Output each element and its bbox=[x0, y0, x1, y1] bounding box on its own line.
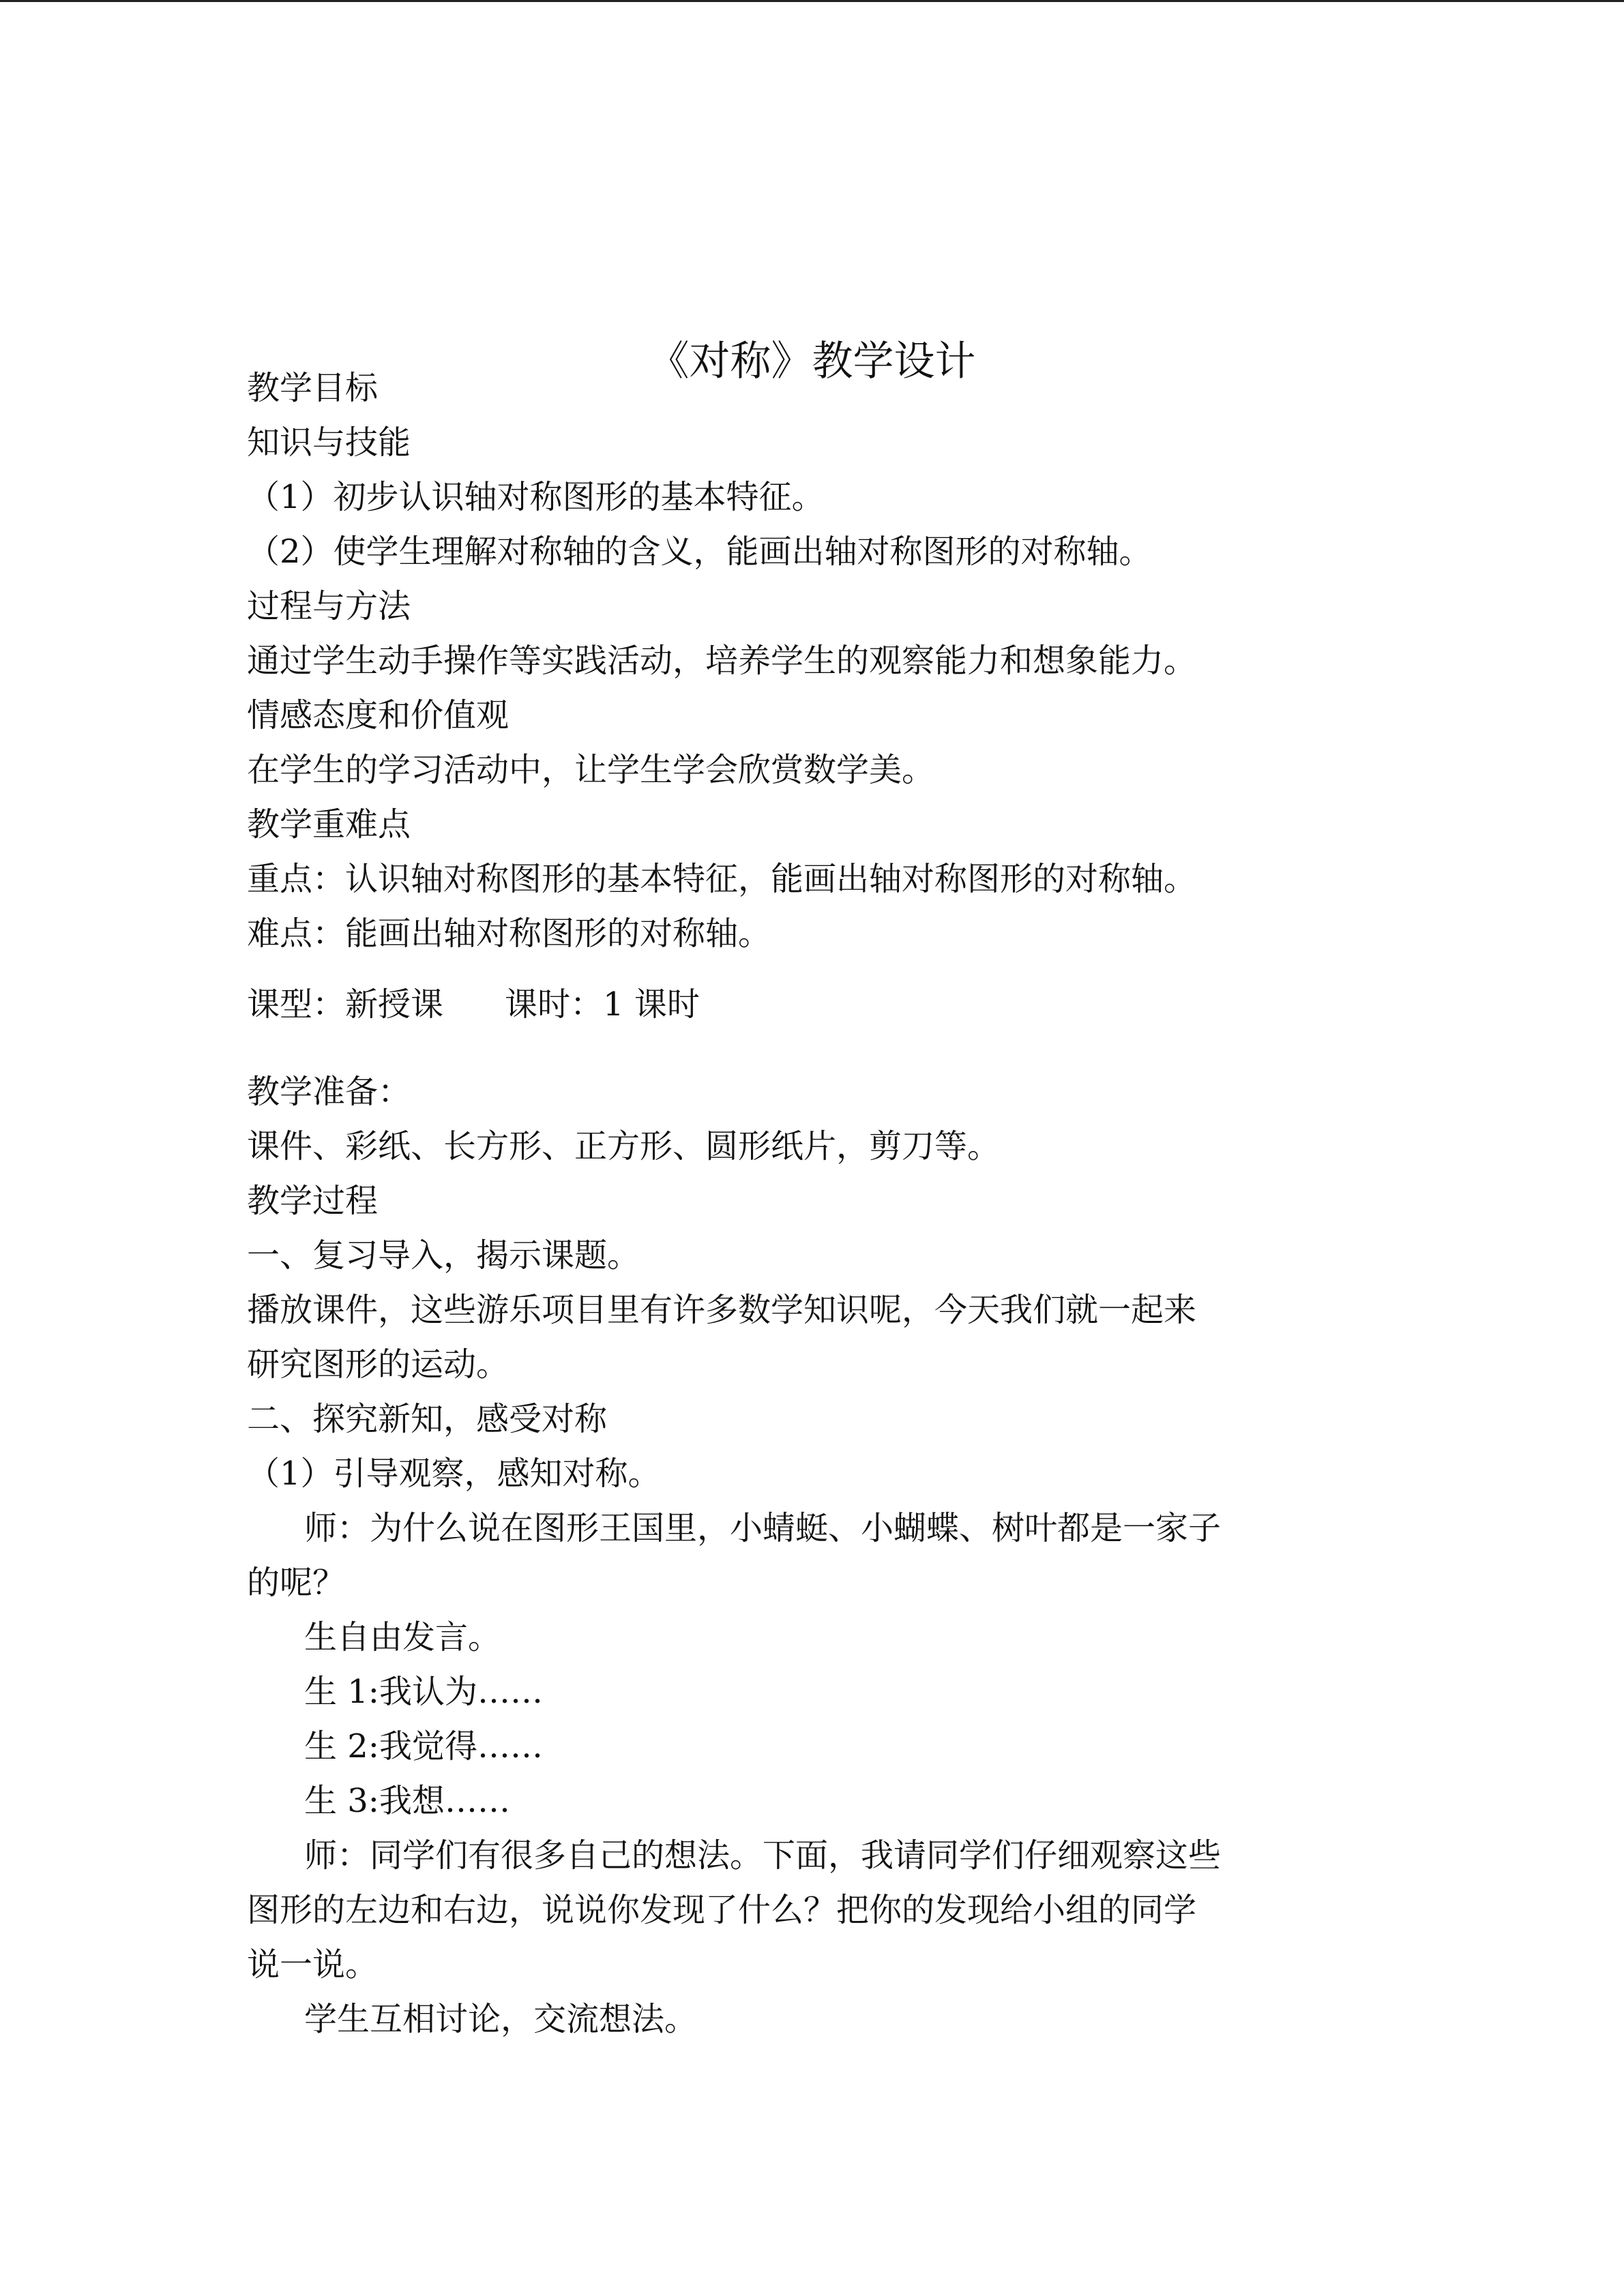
emotion-text: 在学生的学习活动中，让学生学会欣赏数学美。 bbox=[247, 751, 935, 789]
lesson-info bbox=[247, 977, 1420, 1032]
process-heading: 过程与方法 bbox=[247, 587, 411, 625]
lesson-type: 课型：新授课 bbox=[247, 985, 444, 1024]
prep-heading: 教学准备： bbox=[247, 1073, 411, 1111]
step-2-sub-1: （1）引导观察，感知对称。 bbox=[247, 1455, 661, 1493]
goal-1: （1）初步认识轴对称图形的基本特征。 bbox=[247, 478, 825, 516]
teacher-2-line-3: 说一说。 bbox=[247, 1945, 379, 1984]
blank-line bbox=[247, 1032, 1420, 1064]
teacher-question-line-2: 的呢？ bbox=[247, 1564, 346, 1602]
document-body bbox=[247, 361, 1420, 2046]
lesson-hours: 课时：1 课时 bbox=[505, 985, 700, 1024]
prep-text: 课件、彩纸、长方形、正方形、圆形纸片，剪刀等。 bbox=[247, 1127, 1001, 1165]
goal-2: （2）使学生理解对称轴的含义，能画出轴对称图形的对称轴。 bbox=[247, 533, 1152, 571]
page-top-border bbox=[0, 0, 1624, 2]
teacher-question-line-1: 师：为什么说在图形王国里，小蜻蜓、小蝴蝶、树叶都是一家子 bbox=[304, 1509, 1222, 1547]
process-text: 通过学生动手操作等实践活动，培养学生的观察能力和想象能力。 bbox=[247, 642, 1197, 680]
step-1-text-line-2: 研究图形的运动。 bbox=[247, 1345, 510, 1384]
key-point: 重点：认识轴对称图形的基本特征，能画出轴对称图形的对称轴。 bbox=[247, 860, 1197, 898]
key-heading: 教学重难点 bbox=[247, 805, 411, 844]
step-2-heading: 二、探究新知，感受对称 bbox=[247, 1400, 608, 1438]
knowledge-heading: 知识与技能 bbox=[247, 423, 411, 462]
students-free-speech: 生自由发言。 bbox=[304, 1618, 501, 1656]
student-2: 生 2:我觉得…… bbox=[304, 1727, 543, 1765]
step-1-heading: 一、复习导入，揭示课题。 bbox=[247, 1236, 640, 1274]
goals-heading: 教学目标 bbox=[247, 369, 379, 407]
student-1: 生 1:我认为…… bbox=[304, 1673, 543, 1711]
emotion-heading: 情感态度和价值观 bbox=[247, 696, 510, 734]
step-1-text-line-1: 播放课件，这些游乐项目里有许多数学知识呢，今天我们就一起来 bbox=[247, 1291, 1197, 1329]
difficult-point: 难点：能画出轴对称图形的对称轴。 bbox=[247, 914, 771, 953]
teacher-2-line-1: 师：同学们有很多自己的想法。下面，我请同学们仔细观察这些 bbox=[304, 1836, 1222, 1875]
student-discussion: 学生互相讨论，交流想法。 bbox=[304, 2000, 698, 2038]
document-title: 《对称》教学设计 bbox=[648, 338, 976, 386]
procedure-heading: 教学过程 bbox=[247, 1182, 379, 1220]
teacher-2-line-2: 图形的左边和右边，说说你发现了什么？把你的发现给小组的同学 bbox=[247, 1891, 1197, 1929]
student-3: 生 3:我想…… bbox=[304, 1782, 510, 1820]
